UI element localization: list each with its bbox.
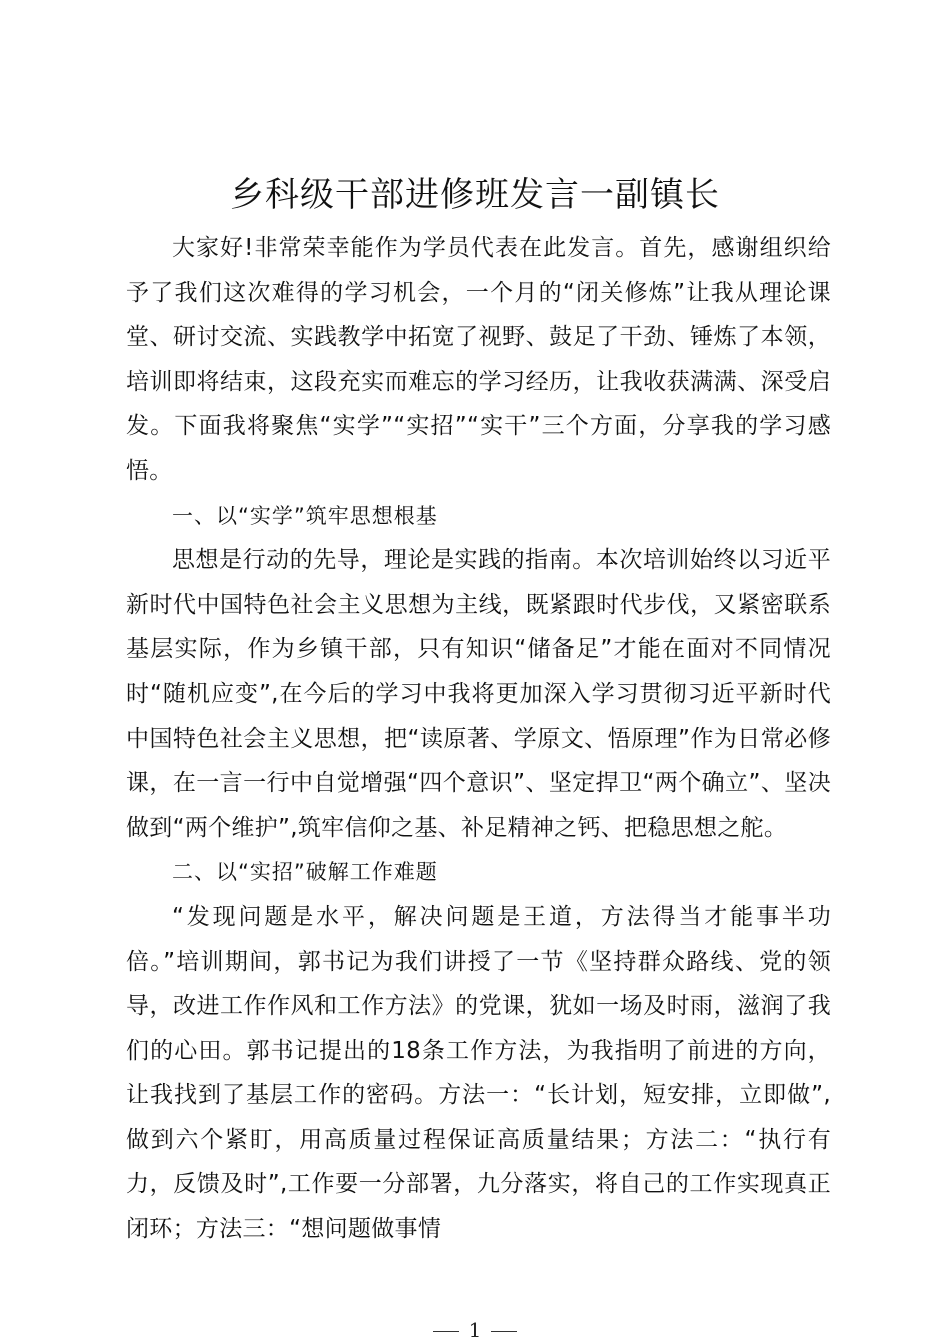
page-footer [0,1316,950,1344]
document-body [126,226,831,1252]
footer-right-dash [491,1331,517,1332]
document-title: 乡科级干部进修班发言一副镇长 [230,175,720,215]
page-number: 1 [468,1318,482,1342]
paragraph-section-1: 思想是行动的先导，理论是实践的指南。本次培训始终以习近平新时代中国特色社会主义思想为主线，既紧跟时代步伐，又紧密联系基层实际，作为乡镇干部，只有知识“储备足”才能在面对不同情况时“随机应变”,在今后的学习中我将更加深入学习贯彻习近平新时代中国特色社会主义思想，把“读原著、学原文、悟原理”作为日常必修课，在一言一行中自觉增强“四个意识”、坚定捍卫“两个确立”、坚决做到“两个维护”,筑牢信仰之基、补足精神之钙、把稳思想之舵。 [126,547,831,841]
footer-left-dash [433,1331,459,1332]
section-heading-1: 一、以“实学”筑牢思想根基 [172,503,438,528]
section-heading-2: 二、以“实招”破解工作难题 [172,860,438,885]
paragraph-intro: 大家好!非常荣幸能作为学员代表在此发言。首先，感谢组织给予了我们这次难得的学习机会，一个月的“闭关修炼”让我从理论课堂、研讨交流、实践教学中拓宽了视野、鼓足了干劲、锤炼了本领，培训即将结束，这段充实而难忘的学习经历，让我收获满满、深受启发。下面我将聚焦“实学”“实招”“实干”三个方面，分享我的学习感悟。 [126,235,831,484]
paragraph-section-2: “发现问题是水平，解决问题是王道，方法得当才能事半功倍。”培训期间，郭书记为我们讲授了一节《坚持群众路线、党的领导，改进工作作风和工作方法》的党课，犹如一场及时雨，滋润了我们的心田。郭书记提出的18条工作方法，为我指明了前进的方向，让我找到了基层工作的密码。方法一：“长计划，短安排，立即做”,做到六个紧盯，用高质量过程保证高质量结果；方法二：“执行有力，反馈及时”,工作要一分部署，九分落实，将自己的工作实现真正闭环；方法三：“想问题做事情 [126,903,831,1243]
